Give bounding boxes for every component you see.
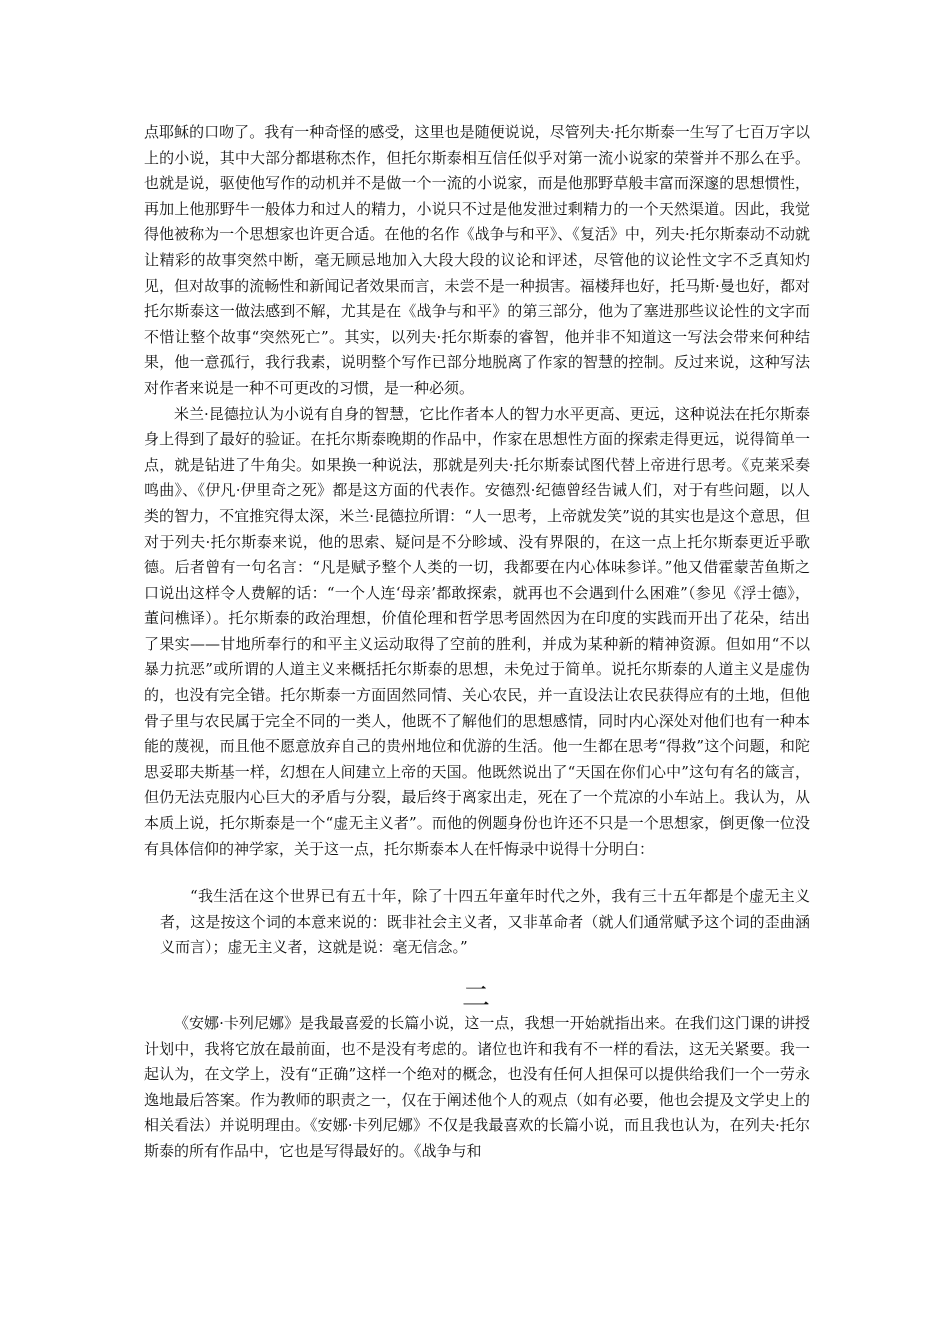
body-paragraph: 米兰·昆德拉认为小说有自身的智慧，它比作者本人的智力水平更高、更远，这种说法在托尔斯泰身上得到了最好的验证。在托尔斯泰晚期的作品中，作家在思想性方面的探索走得更远，说得简单一点，就是钻进了牛角尖。如果换一种说法，那就是列夫·托尔斯泰试图代替上帝进行思考。《克莱采奏鸣曲》、《伊凡·伊里奇之死》都是这方面的代表作。安德烈·纪德曾经告诫人们，对于有些问题，以人类的智力，不宜推究得太深，米兰·昆德拉所谓：“人一思考，上帝就发笑”说的其实也是这个意思，但对于列夫·托尔斯泰来说，他的思索、疑问是不分畛域、没有界限的，在这一点上托尔斯泰更近乎歌德。后者曾有一句名言：“凡是赋予整个人类的一切，我都要在内心体味参详。”他又借霍蒙苦鱼斯之口说出这样令人费解的话：“一个人连‘母亲’都敢探索，就再也不会遇到什么困难”（参见《浮士德》，董问樵译）。托尔斯泰的政治理想，价值伦理和哲学思考固然因为在印度的实践而开出了花朵，结出了果实——甘地所奉行的和平主义运动取得了空前的胜利，并成为某种新的精神资源。但如用“不以暴力抗恶”或所谓的人道主义来概括托尔斯泰的思想，未免过于简单。说托尔斯泰的人道主义是虚伪的，也没有完全错。托尔斯泰一方面固然同情、关心农民，并一直设法让农民获得应有的土地，但他骨子里与农民属于完全不同的一类人，他既不了解他们的思想感情，同时内心深处对他们也有一种本能的蔑视，而且他不愿意放弃自己的贵州地位和优游的生活。他一生都在思考“得救”这个问题，和陀思妥耶夫斯基一样，幻想在人间建立上帝的天国。他既然说出了“天国在你们心中”这句有名的箴言，但仍无法克服内心巨大的矛盾与分裂，最后终于离家出走，死在了一个荒凉的小车站上。我认为，从本质上说，托尔斯泰是一个“虚无主义者”。而他的例题身份也许还不只是一个思想家，倒更像一位没有具体信仰的神学家，关于这一点，托尔斯泰本人在忏悔录中说得十分明白：	[144, 404, 810, 858]
body-paragraph: 《安娜·卡列尼娜》是我最喜爱的长篇小说，这一点，我想一开始就指出来。在我们这门课的讲授计划中，我将它放在最前面，也不是没有考虑的。诸位也许和我有不一样的看法，这无关紧要。我一起认为，在文学上，没有“正确”这样一个绝对的概念，也没有任何人担保可以提供给我们一个一劳永逸地最后答案。作为教师的职责之一，仅在于阐述他个人的观点（如有必要，他也会提及文学史上的相关看法）并说明理由。《安娜·卡列尼娜》不仅是我最喜欢的长篇小说，而且我也认为，在列夫·托尔斯泰的所有作品中，它也是写得最好的。《战争与和	[144, 1014, 810, 1160]
block-quote: “我生活在这个世界已有五十年，除了十四五年童年时代之外，我有三十五年都是个虚无主义者，这是按这个词的本意来说的：既非社会主义者，又非革命者（就人们通常赋予这个词的歪曲涵义而言）；虚无主义者，这就是说：毫无信念。”	[160, 887, 810, 957]
document-page	[144, 120, 810, 1165]
section-heading: 二	[461, 980, 492, 1013]
body-paragraph: 点耶稣的口吻了。我有一种奇怪的感受，这里也是随便说说，尽管列夫·托尔斯泰一生写了七百万字以上的小说，其中大部分都堪称杰作，但托尔斯泰相互信任似乎对第一流小说家的荣誉并不那么在乎。也就是说，驱使他写作的动机并不是做一个一流的小说家，而是他那野草般丰富而深邃的思想惯性，再加上他那野牛一般体力和过人的精力，小说只不过是他发泄过剩精力的一个天然渠道。因此，我觉得他被称为一个思想家也许更合适。在他的名作《战争与和平》、《复活》中，列夫·托尔斯泰动不动就让精彩的故事突然中断，毫无顾忌地加入大段大段的议论和评述，尽管他的议论性文字不乏真知灼见，但对故事的流畅性和新闻记者效果而言，未尝不是一种损害。福楼拜也好，托马斯·曼也好，都对托尔斯泰这一做法感到不解，尤其是在《战争与和平》的第三部分，他为了塞进那些议论性的文字而不惜让整个故事“突然死亡”。其实，以列夫·托尔斯泰的睿智，他并非不知道这一写法会带来何种结果，他一意孤行，我行我素，说明整个写作已部分地脱离了作家的智慧的控制。反过来说，这种写法对作者来说是一种不可更改的习惯，是一种必须。	[144, 123, 810, 397]
